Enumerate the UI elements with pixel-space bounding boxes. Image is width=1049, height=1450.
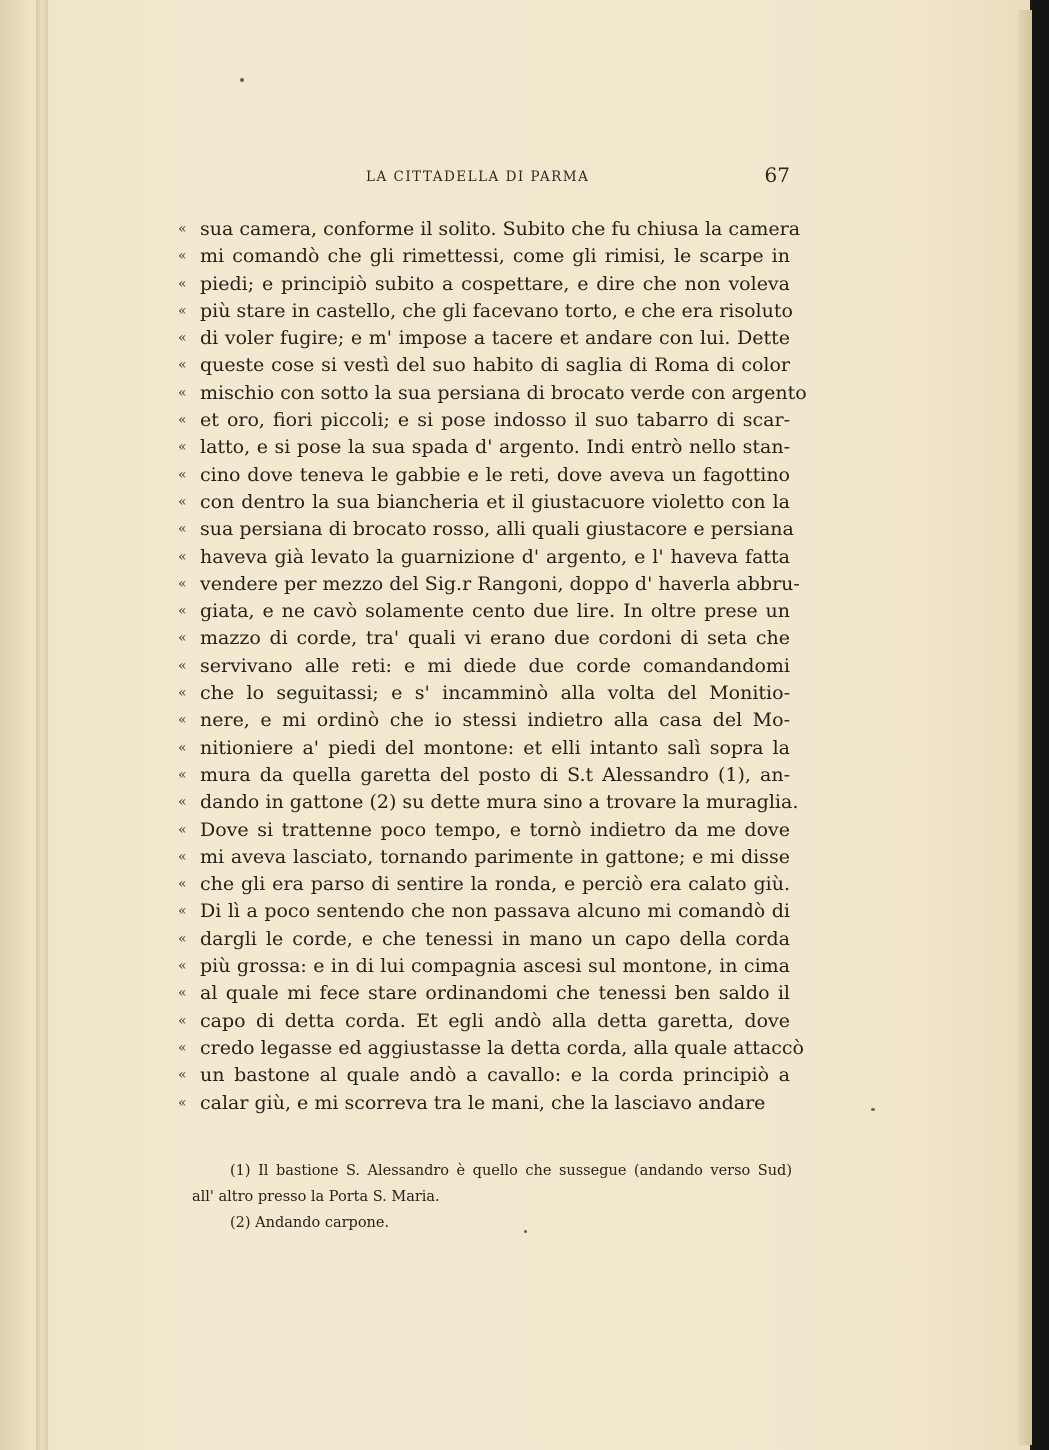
text-line (178, 243, 798, 270)
line-text: mazzo di corde, tra' quali vi erano due cordoni di seta che (200, 627, 790, 650)
text-line (178, 216, 801, 243)
quote-mark: « (178, 302, 187, 319)
footnote-1-line-1: (1) Il bastione S. Alessandro è quello che sussegue (andando verso Sud) (230, 1163, 792, 1179)
line-text: queste cose si vestì del suo habito di saglia di Roma di color (200, 354, 790, 377)
text-line (178, 817, 798, 844)
line-text: nere, e mi ordinò che io stessi indietro alla casa del Mo- (200, 709, 790, 732)
quote-mark: « (178, 821, 187, 838)
quote-mark: « (178, 548, 187, 565)
text-line (178, 298, 798, 325)
quote-mark: « (178, 1039, 187, 1056)
text-line (178, 489, 798, 516)
line-text: che gli era parso di sentire la ronda, e perciò era calato giù. (200, 873, 790, 896)
line-text: servivano alle reti: e mi diede due corde comandandomi (200, 654, 790, 677)
text-line (178, 598, 798, 625)
footnote-2: (2) Andando carpone. (230, 1215, 390, 1231)
quote-mark: « (178, 521, 187, 538)
text-line (178, 844, 798, 871)
text-line (178, 434, 798, 461)
quote-mark: « (178, 357, 187, 374)
text-line (178, 898, 798, 925)
quote-mark: « (178, 958, 187, 975)
quote-mark: « (178, 275, 187, 292)
line-text: più stare in castello, che gli facevano torto, e che era risoluto (200, 299, 793, 322)
quote-mark: « (178, 794, 187, 811)
quote-mark: « (178, 930, 187, 947)
quote-mark: « (178, 466, 187, 483)
text-line (178, 980, 798, 1007)
text-line (178, 407, 798, 434)
text-line (178, 680, 798, 707)
line-text: con dentro la sua biancheria et il giustacuore violetto con la (200, 490, 790, 513)
text-line (178, 707, 798, 734)
quote-mark: « (178, 439, 187, 456)
text-line (178, 571, 798, 598)
text-line (178, 325, 798, 352)
quote-mark: « (178, 575, 187, 592)
paper-speck (871, 1108, 875, 1111)
quote-mark: « (178, 876, 187, 893)
line-text: mi comandò che gli rimettessi, come gli rimisi, le scarpe in (200, 245, 790, 268)
text-line (178, 544, 798, 571)
quote-mark: « (178, 739, 187, 756)
line-text: di voler fugire; e m' impose a tacere et andare con lui. Dette (200, 327, 790, 350)
text-line (178, 1035, 804, 1062)
footnote-1-line-2: all' altro presso la Porta S. Maria. (192, 1189, 440, 1205)
running-title: LA CITTADELLA DI PARMA (366, 169, 590, 185)
quote-mark: « (178, 903, 187, 920)
line-text: un bastone al quale andò a cavallo: e la corda principiò a (200, 1064, 790, 1087)
line-text: haveva già levato la guarnizione d' argento, e l' haveva fatta (200, 545, 790, 568)
text-line (178, 462, 798, 489)
paper-speck (240, 78, 244, 82)
line-text: sua camera, conforme il solito. Subito che fu chiusa la camera (200, 218, 801, 240)
text-line (178, 762, 798, 789)
line-text: vendere per mezzo del Sig.r Rangoni, doppo d' haverla abbru- (200, 572, 800, 595)
line-text: mischio con sotto la sua persiana di brocato verde con argento (200, 381, 807, 404)
line-text: nitioniere a' piedi del montone: et elli intanto salì sopra la (200, 736, 790, 759)
quote-mark: « (178, 248, 187, 265)
text-line (178, 871, 798, 898)
quote-mark: « (178, 848, 187, 865)
page-fold (36, 0, 48, 1450)
body-text (178, 216, 807, 1117)
line-text: mura da quella garetta del posto di S.t Alessandro (1), an- (200, 763, 790, 786)
text-line (178, 352, 798, 379)
text-line (178, 271, 798, 298)
line-text: credo legasse ed aggiustasse la detta corda, alla quale attaccò (200, 1036, 804, 1059)
quote-mark: « (178, 384, 187, 401)
text-line (178, 1062, 798, 1089)
footnotes (192, 1158, 792, 1236)
line-text: piedi; e principiò subito a cospettare, e dire che non voleva (200, 272, 790, 295)
line-text: latto, e si pose la sua spada d' argento. Indi entrò nello stan- (200, 436, 790, 459)
quote-mark: « (178, 1094, 187, 1111)
line-text: giata, e ne cavò solamente cento due lire. In oltre prese un (200, 600, 790, 623)
quote-mark: « (178, 221, 187, 237)
line-text: cino dove teneva le gabbie e le reti, dove aveva un fagottino (200, 463, 790, 486)
line-text: dargli le corde, e che tenessi in mano un capo della corda (200, 927, 790, 950)
text-line (178, 926, 798, 953)
line-text: più grossa: e in di lui compagnia ascesi sul montone, in cima (200, 955, 790, 978)
page-number: 67 (764, 163, 790, 187)
page-edge (1018, 10, 1032, 1445)
quote-mark: « (178, 766, 187, 783)
line-text: calar giù, e mi scorreva tra le mani, che la lasciavo andare (200, 1091, 766, 1114)
quote-mark: « (178, 712, 187, 729)
line-text: Dove si trattenne poco tempo, e tornò indietro da me dove (200, 818, 790, 841)
quote-mark: « (178, 657, 187, 674)
text-line (178, 516, 798, 543)
quote-mark: « (178, 330, 187, 347)
page-header (200, 165, 790, 191)
quote-mark: « (178, 685, 187, 702)
quote-mark: « (178, 985, 187, 1002)
quote-mark: « (178, 603, 187, 620)
line-text: al quale mi fece stare ordinandomi che tenessi ben saldo il (200, 982, 790, 1005)
line-text: dando in gattone (2) su dette mura sino a trovare la muraglia. (200, 791, 799, 814)
quote-mark: « (178, 630, 187, 647)
scan-border (1032, 0, 1049, 1450)
line-text: sua persiana di brocato rosso, alli quali giustacore e persiana (200, 518, 794, 541)
text-line (178, 625, 798, 652)
paper-speck (524, 1230, 527, 1233)
quote-mark: « (178, 412, 187, 429)
text-line (178, 735, 798, 762)
text-line (178, 789, 798, 816)
text-line (178, 953, 798, 980)
text-line (178, 653, 798, 680)
text-line (178, 380, 807, 407)
quote-mark: « (178, 1012, 187, 1029)
line-text: mi aveva lasciato, tornando parimente in gattone; e mi disse (200, 845, 790, 868)
line-text: Di lì a poco sentendo che non passava alcuno mi comandò di (200, 900, 790, 923)
quote-mark: « (178, 493, 187, 510)
line-text: et oro, fiori piccoli; e si pose indosso il suo tabarro di scar- (200, 409, 790, 432)
quote-mark: « (178, 1067, 187, 1084)
line-text: capo di detta corda. Et egli andò alla detta garetta, dove (200, 1009, 790, 1032)
text-line (178, 1008, 798, 1035)
text-line (178, 1090, 798, 1117)
line-text: che lo seguitassi; e s' incamminò alla volta del Monitio- (200, 682, 790, 705)
